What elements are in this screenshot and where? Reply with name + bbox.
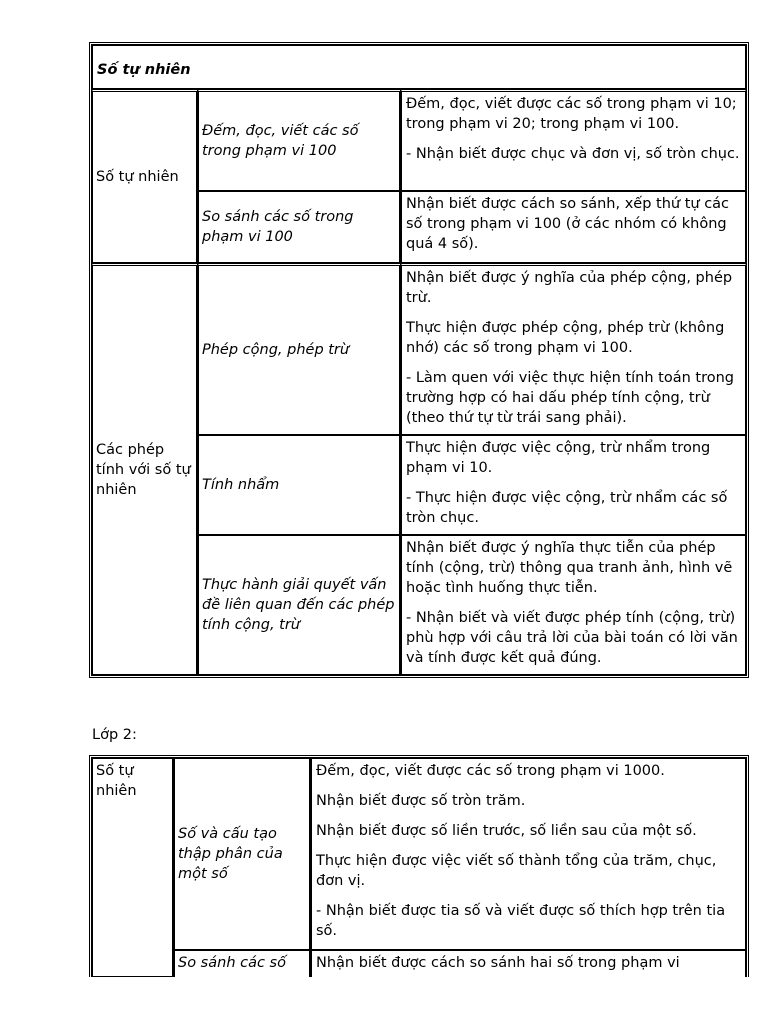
topic-cell: Số và cấu tạo thập phân của một số [174, 758, 311, 950]
content-line: Thực hiện được việc viết số thành tổng của trăm, chục, đơn vị. [316, 853, 717, 889]
content-cell [401, 535, 746, 675]
content-line: Nhận biết được ý nghĩa của phép cộng, phép trừ. [406, 270, 733, 306]
content-cell [401, 263, 746, 435]
content-line: - Nhận biết và viết được phép tính (cộng, trừ) phù hợp với câu trả lời của bài toán có lời văn và tính được kết quả đúng. [406, 610, 738, 666]
curriculum-table-grade2 [89, 755, 749, 977]
grade-label: Lớp 2: [92, 727, 137, 743]
content-line: Thực hiện được việc cộng, trừ nhẩm trong phạm vi 10. [406, 440, 711, 476]
content-line: Nhận biết được số tròn trăm. [316, 793, 526, 809]
category-cell: Số tự nhiên [92, 89, 198, 263]
content-line: Đếm, đọc, viết được các số trong phạm vi 1000. [316, 763, 665, 779]
content-cell [401, 191, 746, 263]
topic-cell: Thực hành giải quyết vấn đề liên quan đến các phép tính cộng, trừ [198, 535, 401, 675]
content-line: - Nhận biết được chục và đơn vị, số tròn chục. [406, 146, 740, 162]
content-line: Nhận biết được cách so sánh, xếp thứ tự các số trong phạm vi 100 (ở các nhóm có không quá 4 số). [406, 196, 730, 252]
content-cell [401, 89, 746, 191]
content-line: Nhận biết được ý nghĩa thực tiễn của phép tính (cộng, trừ) thông qua tranh ảnh, hình vẽ hoặc tình huống thực tiễn. [406, 540, 733, 596]
content-line: Thực hiện được phép cộng, phép trừ (không nhớ) các số trong phạm vi 100. [406, 320, 725, 356]
curriculum-table-grade1 [89, 42, 749, 678]
table-header: Số tự nhiên [92, 45, 746, 89]
content-cell [311, 950, 746, 977]
topic-cell: Phép cộng, phép trừ [198, 263, 401, 435]
content-cell [401, 435, 746, 535]
content-line: - Nhận biết được tia số và viết được số thích hợp trên tia số. [316, 903, 726, 939]
topic-cell: Đếm, đọc, viết các số trong phạm vi 100 [198, 89, 401, 191]
category-cell: Các phép tính với số tự nhiên [92, 263, 198, 675]
content-line: Đếm, đọc, viết được các số trong phạm vi 10; trong phạm vi 20; trong phạm vi 100. [406, 96, 737, 132]
topic-cell: So sánh các số [174, 950, 311, 977]
content-line: Nhận biết được cách so sánh hai số trong phạm vi [316, 955, 680, 971]
category-cell: Số tự nhiên [92, 758, 174, 977]
content-line: - Làm quen với việc thực hiện tính toán trong trường hợp có hai dấu phép tính cộng, trừ (theo thứ tự từ trái sang phải). [406, 370, 734, 426]
topic-cell: Tính nhẩm [198, 435, 401, 535]
topic-cell: So sánh các số trong phạm vi 100 [198, 191, 401, 263]
content-line: - Thực hiện được việc cộng, trừ nhẩm các số tròn chục. [406, 490, 728, 526]
content-line: Nhận biết được số liền trước, số liền sau của một số. [316, 823, 697, 839]
content-cell [311, 758, 746, 950]
